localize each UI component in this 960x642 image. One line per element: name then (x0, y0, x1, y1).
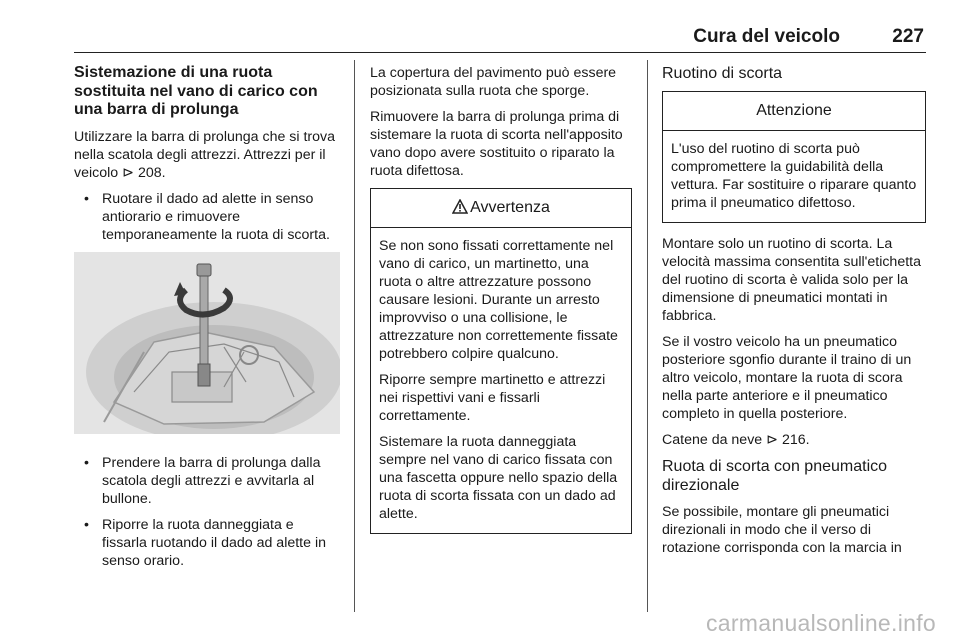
warning-text: Sistemare la ruota danneggiata sempre nel vano di carico fissata con una fascetta oppure nello spazio della ruota di scorta fissata con un dado ad alette. (379, 434, 618, 522)
section-heading: Ruotino di scorta (662, 65, 783, 82)
paragraph: Se possibile, montare gli pneumatici direzionali in modo che il verso di rotazione corrisponda con la marcia in (662, 504, 902, 556)
warning-header (371, 189, 631, 228)
warning-title: Avvertenza (470, 199, 550, 216)
column-left (74, 64, 342, 578)
page-number: 227 (892, 26, 924, 47)
warning-text: Riporre sempre martinetto e attrezzi nei rispettivi vani e fissarli correttamente. (379, 372, 606, 424)
page-header (74, 24, 926, 53)
paragraph: Montare solo un ruotino di scorta. La velocità massima consentita sull'etichetta del ruotino di scorta è valida solo per la dimensione di pneumatici montati in fabbrica. (662, 236, 921, 324)
column-middle (370, 64, 632, 546)
paragraph: Rimuovere la barra di prolunga prima di sistemare la ruota di scorta nell'apposito vano dopo avere sostituito o riparato la ruota difettosa. (370, 109, 623, 179)
list-item: • Prendere la barra di prolunga dalla scatola degli attrezzi e avvitarla al bullone. (84, 454, 321, 507)
page-ref[interactable]: 216. (781, 432, 810, 448)
watermark: carmanualsonline.info (705, 610, 936, 636)
column-divider (354, 60, 355, 612)
spare-wheel-photo (74, 252, 340, 434)
intro-paragraph: Utilizzare la barra di prolunga che si trova nella scatola degli attrezzi. Attrezzi per il veicolo ⊳ 208. (74, 128, 336, 181)
bullet-icon: • (84, 516, 89, 533)
column-divider (647, 60, 648, 612)
list-item: • Ruotare il dado ad alette in senso antiorario e rimuovere temporaneamente la ruota di scorta. (84, 190, 330, 243)
bullet-icon: • (84, 454, 89, 471)
page-ref[interactable]: 208. (137, 164, 166, 181)
section-heading: Ruota di scorta con pneumatico direzionale (662, 458, 888, 494)
section-title: Cura del veicolo (693, 26, 840, 47)
list-item: • Riporre la ruota danneggiata e fissarla ruotando il dado ad alette in senso orario. (84, 516, 326, 569)
bullet-icon: • (84, 190, 89, 207)
page-ref-arrow-icon: ⊳ (122, 164, 135, 181)
caution-header: Attenzione (663, 92, 925, 131)
warning-triangle-icon (452, 191, 468, 229)
page-ref-arrow-icon: ⊳ (766, 432, 779, 448)
warning-text: Se non sono fissati correttamente nel vano di carico, un martinetto, una ruota o altre attrezzature possono causare lesioni. Durante un arresto improvviso o una collisione, le attrezzature non correttemente fissate potrebbero colpire qualcuno. (379, 238, 618, 362)
caution-box (662, 91, 926, 223)
snow-chains-ref: Catene da neve ⊳ 216. (662, 432, 810, 448)
warning-box (370, 188, 632, 534)
paragraph: La copertura del pavimento può essere posizionata sulla ruota che sporge. (370, 65, 617, 99)
paragraph: Se il vostro veicolo ha un pneumatico posteriore sgonfio durante il traino di un altro veicolo, montare la ruota di scora nella parte anteriore e il pneumatico completo in quella posteriore. (662, 334, 912, 422)
caution-text: L'uso del ruotino di scorta può compromettere la guidabilità della vettura. Far sostituire o riparare quanto prima il pneumatico difettoso. (671, 141, 917, 211)
column-right (662, 64, 926, 565)
section-heading: Sistemazione di una ruota sostituita nel vano di carico con una barra di prolunga (74, 64, 318, 118)
